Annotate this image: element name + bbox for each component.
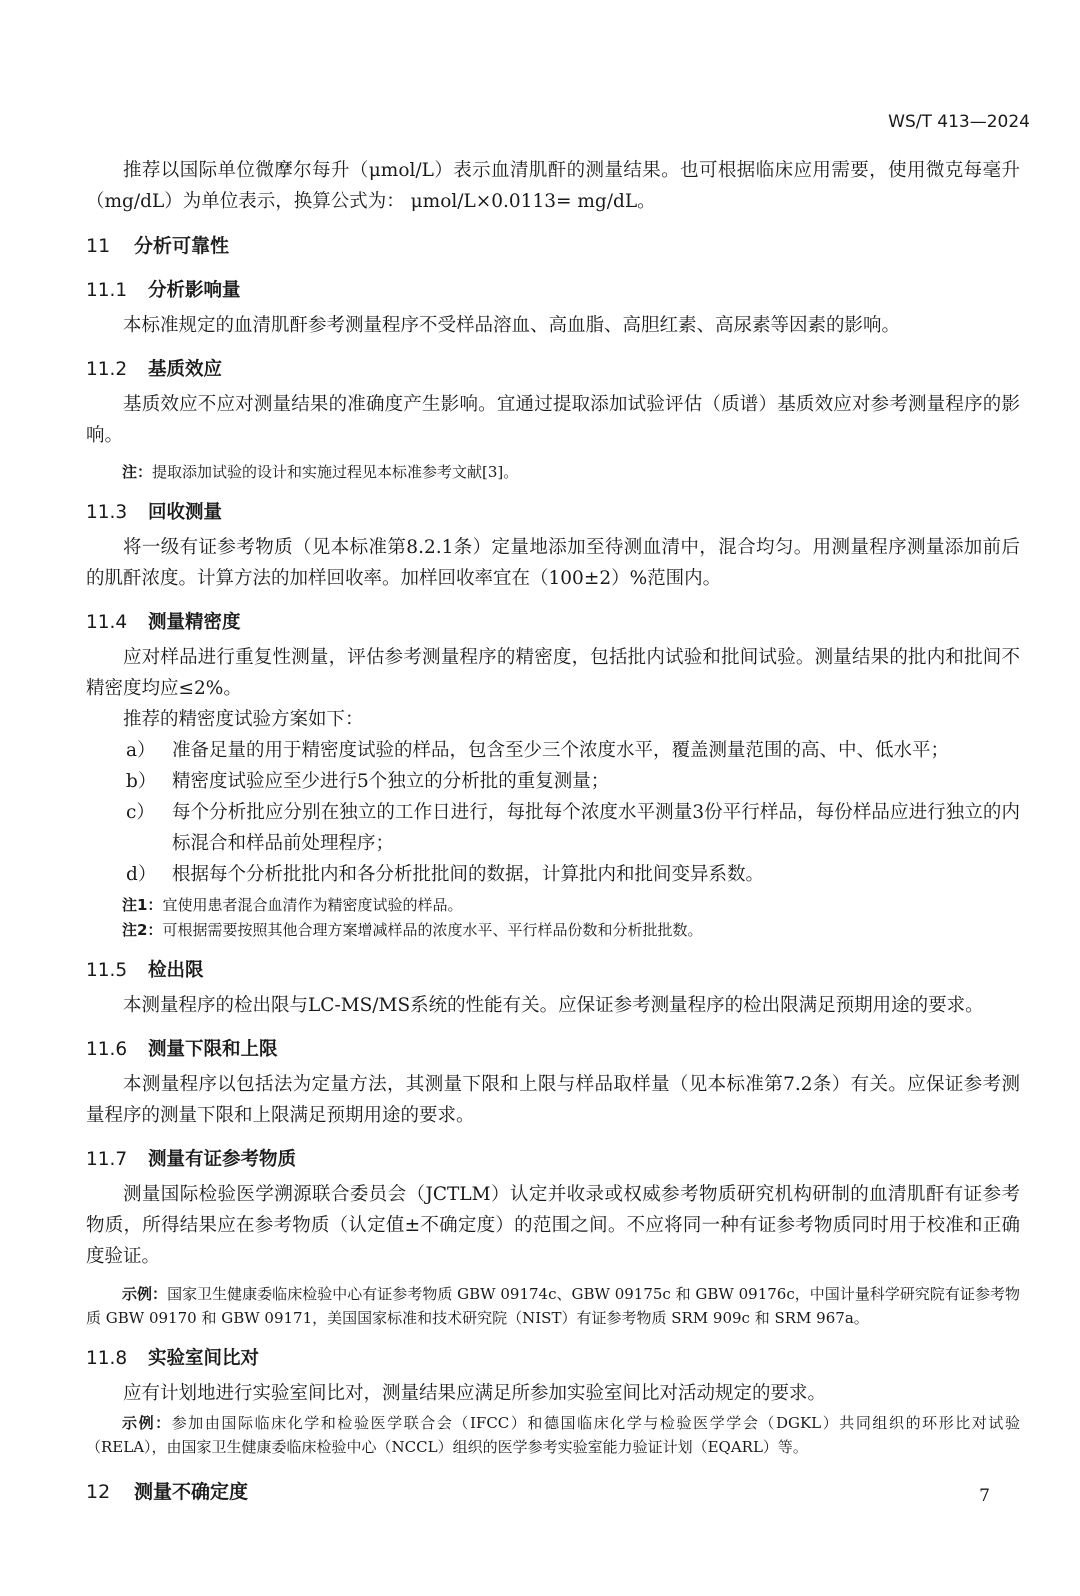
example-label: 示例：: [122, 1414, 172, 1432]
section-title: 分析可靠性: [134, 235, 230, 257]
document-body: [86, 155, 1020, 1522]
note-text: 宜使用患者混合血清作为精密度试验的样品。: [162, 896, 463, 914]
note-text: 提取添加试验的设计和实施过程见本标准参考文献[3]。: [152, 463, 519, 481]
section-number: 11.5: [86, 960, 128, 981]
section-11-4-paragraph-2: 推荐的精密度试验方案如下：: [123, 709, 364, 730]
intro-paragraph: 推荐以国际单位微摩尔每升（μmol/L）表示血清肌酐的测量结果。也可根据临床应用需要，使用微克每毫升（mg/dL）为单位表示，换算公式为： μmol/L×0.0113= mg/dL。: [86, 160, 1020, 212]
list-text: 准备足量的用于精密度试验的样品，包含至少三个浓度水平，覆盖测量范围的高、中、低水平；: [172, 740, 950, 761]
section-11-8-heading: [86, 1344, 1020, 1370]
section-title: 实验室间比对: [148, 1348, 260, 1369]
section-11-6-heading: [86, 1035, 1020, 1061]
standard-number: WS/T 413—2024: [888, 112, 1030, 132]
note-text: 可根据需要按照其他合理方案增减样品的浓度水平、平行样品份数和分析批批数。: [162, 921, 703, 939]
section-title: 回收测量: [148, 502, 223, 523]
section-11-2-heading: [86, 355, 1020, 381]
list-item: [126, 735, 1020, 766]
section-11-2-paragraph: 基质效应不应对测量结果的准确度产生影响。宜通过提取添加试验评估（质谱）基质效应对参考测量程序的影响。: [86, 394, 1020, 446]
section-11-5-heading: [86, 956, 1020, 982]
list-item: [126, 797, 1020, 859]
section-11-3-paragraph: 将一级有证参考物质（见本标准第8.2.1条）定量地添加至待测血清中，混合均匀。用测量程序测量添加前后的肌酐浓度。计算方法的加样回收率。加样回收率宜在（100±2）%范围内。: [86, 537, 1020, 589]
section-number: 11.7: [86, 1149, 128, 1170]
note-label: 注：: [122, 463, 153, 481]
section-number: 11.3: [86, 502, 128, 523]
list-text: 每个分析批应分别在独立的工作日进行，每批每个浓度水平测量3份平行样品，每份样品应进行独立的内标混合和样品前处理程序；: [172, 802, 1020, 854]
section-11-4-paragraph: 应对样品进行重复性测量，评估参考测量程序的精密度，包括批内试验和批间试验。测量结果的批内和批间不精密度均应≤2%。: [86, 647, 1020, 699]
section-11-5-paragraph: 本测量程序的检出限与LC-MS/MS系统的性能有关。应保证参考测量程序的检出限满足预期用途的要求。: [123, 995, 984, 1016]
section-11-heading: [86, 231, 1020, 258]
section-12-heading: [86, 1477, 1020, 1504]
precision-list: [126, 735, 1020, 890]
section-title: 检出限: [148, 960, 204, 981]
section-title: 测量精密度: [148, 612, 241, 633]
section-11-8-example: [86, 1411, 1020, 1459]
section-title: 测量有证参考物质: [148, 1149, 297, 1170]
section-title: 基质效应: [148, 359, 223, 380]
section-11-4-note-2: [86, 919, 1020, 942]
page-number: 7: [979, 1486, 990, 1506]
section-11-1-heading: [86, 276, 1020, 302]
section-number: 11: [86, 235, 111, 257]
section-11-7-heading: [86, 1145, 1020, 1171]
section-number: 11.1: [86, 280, 128, 301]
section-11-4-note-1: [86, 894, 1020, 917]
list-marker: b）: [126, 771, 157, 792]
section-title: 测量不确定度: [134, 1481, 249, 1503]
list-marker: d）: [126, 864, 157, 885]
section-number: 11.4: [86, 612, 128, 633]
section-11-3-heading: [86, 498, 1020, 524]
section-11-8-paragraph: 应有计划地进行实验室间比对，测量结果应满足所参加实验室间比对活动规定的要求。: [123, 1383, 827, 1404]
list-marker: a）: [126, 740, 156, 761]
section-number: 11.8: [86, 1348, 128, 1369]
section-11-7-example: [86, 1282, 1020, 1330]
list-text: 精密度试验应至少进行5个独立的分析批的重复测量；: [172, 771, 610, 792]
list-item: [126, 766, 1020, 797]
example-label: 示例：: [122, 1285, 168, 1303]
section-title: 分析影响量: [148, 280, 241, 301]
section-11-4-heading: [86, 608, 1020, 634]
list-item: [126, 859, 1020, 890]
example-text: 国家卫生健康委临床检验中心有证参考物质 GBW 09174c、GBW 09175c 和 GBW 09176c，中国计量科学研究院有证参考物质 GBW 09170 和 GBW 09171，美国国家标准和技术研究院（NIST）有证参考物质 SRM 909c 和 SRM 967a。: [86, 1285, 1020, 1327]
section-11-2-note: [86, 461, 1020, 484]
note-label: 注2：: [122, 921, 163, 939]
note-label: 注1：: [122, 896, 163, 914]
section-11-7-paragraph: 测量国际检验医学溯源联合委员会（JCTLM）认定并收录或权威参考物质研究机构研制的血清肌酐有证参考物质，所得结果应在参考物质（认定值±不确定度）的范围之间。不应将同一种有证参考物质同时用于校准和正确度验证。: [86, 1184, 1020, 1267]
section-11-6-paragraph: 本测量程序以包括法为定量方法，其测量下限和上限与样品取样量（见本标准第7.2条）有关。应保证参考测量程序的测量下限和上限满足预期用途的要求。: [86, 1074, 1020, 1126]
section-number: 11.2: [86, 359, 128, 380]
example-text: 参加由国际临床化学和检验医学联合会（IFCC）和德国临床化学与检验医学学会（DGKL）共同组织的环形比对试验（RELA），由国家卫生健康委临床检验中心（NCCL）组织的医学参考实验室能力验证计划（EQARL）等。: [86, 1414, 1020, 1456]
list-text: 根据每个分析批批内和各分析批批间的数据，计算批内和批间变异系数。: [172, 864, 765, 885]
section-title: 测量下限和上限: [148, 1039, 278, 1060]
section-number: 11.6: [86, 1039, 128, 1060]
section-11-1-paragraph: 本标准规定的血清肌酐参考测量程序不受样品溶血、高血脂、高胆红素、高尿素等因素的影响。: [123, 315, 901, 336]
list-marker: c）: [126, 802, 155, 823]
section-number: 12: [86, 1481, 111, 1503]
